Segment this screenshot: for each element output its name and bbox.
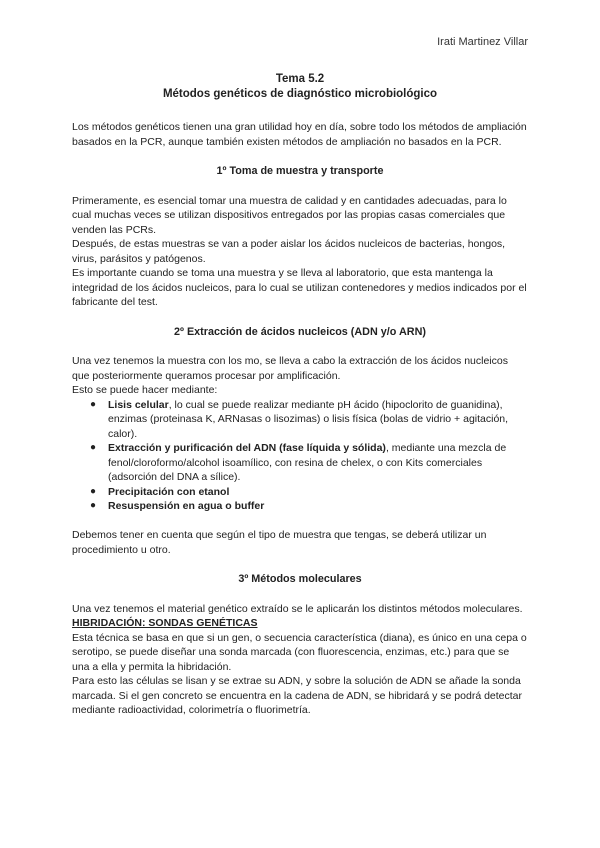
list-item-text: , mediante una mezcla de fenol/cloroformo/alcohol isoamílico, con resina de chelex, o con Kits comerciales (adsorción del DNA a sílice).: [108, 442, 507, 483]
section-2-paragraph-2: Esto se puede hacer mediante:: [72, 384, 218, 396]
list-item: [90, 398, 528, 442]
list-item: [90, 499, 528, 514]
title-line-2: Métodos genéticos de diagnóstico microbiológico: [162, 88, 438, 100]
list-item-bold: Resuspensión en agua o buffer: [108, 500, 265, 512]
section-1-paragraph-1: Primeramente, es esencial tomar una muestra de calidad y en cantidades adecuadas, para lo cual muchas veces se utilizan dispositivos entregados por las propias casas comerciales que venden las PCRs.: [72, 194, 507, 236]
section-2-paragraph-1: Una vez tenemos la muestra con los mo, se lleva a cabo la extracción de los ácidos nucleicos que posteriormente queramos procesar por amplificación.: [72, 355, 508, 382]
section-3-subheading: HIBRIDACIÓN: SONDAS GENÉTICAS: [72, 617, 258, 629]
list-item-text: , lo cual se puede realizar mediante pH ácido (hipoclorito de guanidina), enzimas (proteinasa K, ARNasas o lisozimas) o lisis física (bolas de vidrio + agitación, calor).: [108, 398, 509, 440]
intro-paragraph: Los métodos genéticos tienen una gran utilidad hoy en día, sobre todo los métodos de ampliación basados en la PCR, aunque también existen métodos de ampliación no basados en la PCR.: [72, 121, 527, 148]
extraction-methods-list: [72, 398, 528, 514]
list-item-bold: Precipitación con etanol: [108, 485, 230, 498]
bullet-icon: ●: [90, 398, 97, 410]
bullet-icon: ●: [90, 500, 97, 511]
list-item-bold: Lisis celular: [108, 398, 169, 411]
list-item: [90, 485, 528, 500]
section-3-paragraph-2: Esta técnica se basa en que si un gen, o secuencia característica (diana), es único en una cepa o serotipo, se puede diseñar una sonda marcada (con fluorescencia, enzimas, etc.) para que se una a ella y permita la hibridación.: [72, 631, 527, 673]
title-line-1: Tema 5.2: [275, 73, 325, 85]
document-title: [72, 72, 528, 102]
section-3-heading: 3º Métodos moleculares: [238, 573, 362, 585]
section-1-heading: 1º Toma de muestra y transporte: [216, 165, 384, 177]
author-name: Irati Martinez Villar: [437, 36, 528, 48]
list-item: [90, 441, 528, 485]
section-2-heading: 2º Extracción de ácidos nucleicos (ADN y/o ARN): [174, 325, 426, 338]
section-3-paragraph-3: Para esto las células se lisan y se extrae su ADN, y sobre la solución de ADN se añade la sonda marcada. Si el gen concreto se encuentra en la cadena de ADN, se hibridará y se podrá detectar mediante radioactividad, colorimetría o fluorimetría.: [72, 675, 523, 716]
bullet-icon: ●: [90, 442, 97, 453]
section-2-paragraph-3: Debemos tener en cuenta que según el tipo de muestra que tengas, se deberá utilizar un procedimiento u otro.: [72, 529, 487, 556]
section-1-paragraph-3: Es importante cuando se toma una muestra y se lleva al laboratorio, que esta mantenga la integridad de los ácidos nucleicos, para lo cual se utilizan contenedores y medios indicados por el fabricante del test.: [72, 267, 527, 308]
document-body: [72, 120, 528, 718]
bullet-icon: ●: [90, 485, 97, 497]
section-3-paragraph-1: Una vez tenemos el material genético extraído se le aplicarán los distintos métodos moleculares.: [72, 602, 523, 615]
spacer: [72, 514, 528, 529]
list-item-bold: Extracción y purificación del ADN (fase líquida y sólida): [108, 442, 386, 454]
section-1-paragraph-2: Después, de estas muestras se van a poder aislar los ácidos nucleicos de bacterias, hongos, virus, parásitos y patógenos.: [72, 238, 506, 265]
